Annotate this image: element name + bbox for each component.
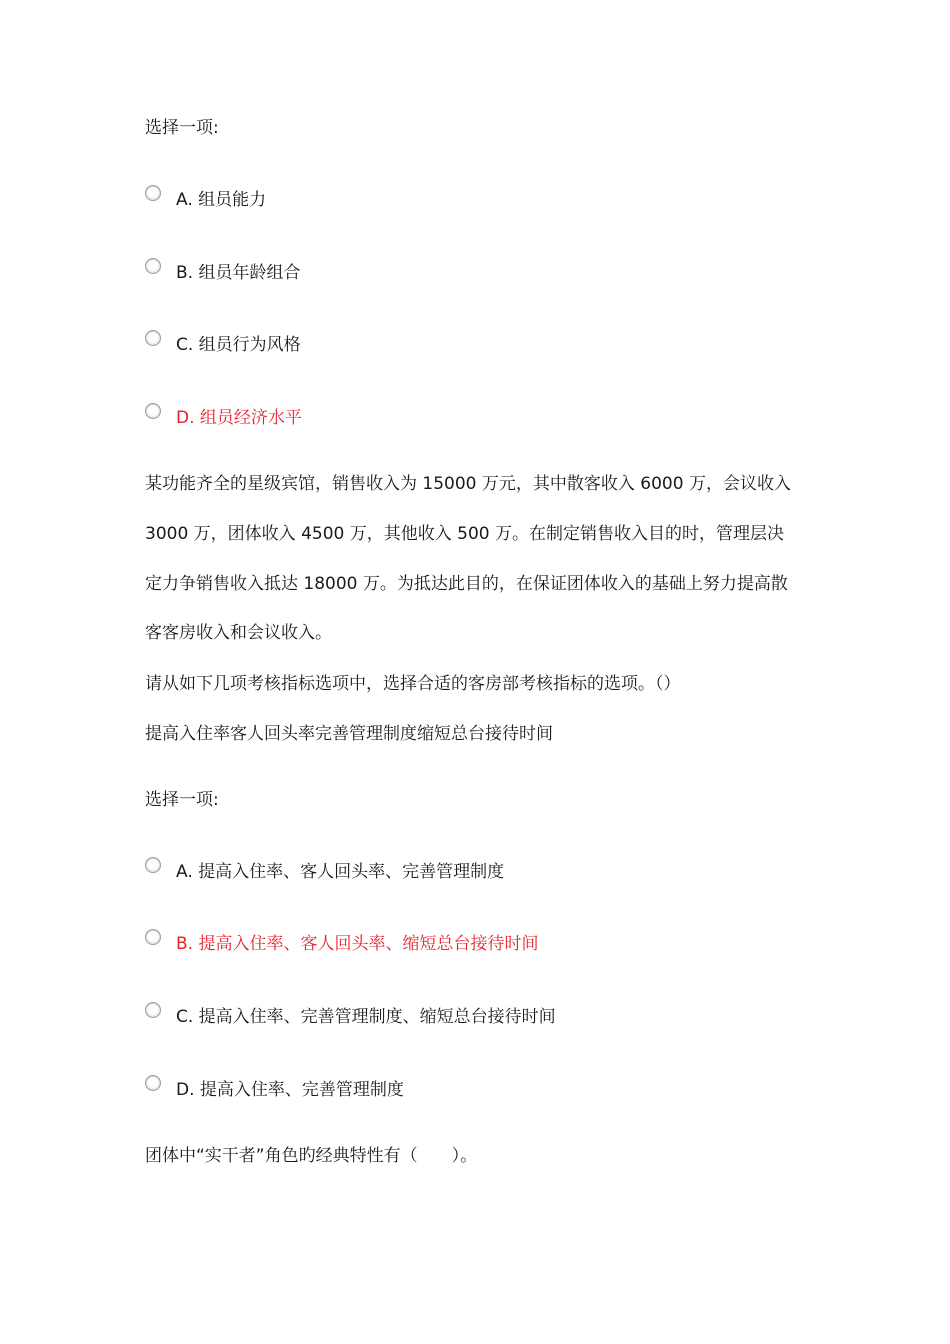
- q1-option-a-label: A. 组员能力: [176, 190, 267, 210]
- radio-button-icon[interactable]: [145, 403, 161, 419]
- q2-indicators: 提高入住率客人回头率完善管理制度缩短总台接待时间: [145, 724, 553, 744]
- q1-option-c-label: C. 组员行为风格: [176, 335, 301, 355]
- radio-button-icon[interactable]: [145, 1075, 161, 1091]
- radio-button-icon[interactable]: [145, 330, 161, 346]
- q2-option-a-label: A. 提高入住率、客人回头率、完善管理制度: [176, 862, 505, 882]
- q1-option-b-label: B. 组员年龄组合: [176, 263, 301, 283]
- q2-option-b-label: B. 提高入住率、客人回头率、缩短总台接待时间: [176, 934, 539, 954]
- q2-option-c-label: C. 提高入住率、完善管理制度、缩短总台接待时间: [176, 1007, 556, 1027]
- radio-button-icon[interactable]: [145, 258, 161, 274]
- radio-button-icon[interactable]: [145, 185, 161, 201]
- radio-button-icon[interactable]: [145, 1002, 161, 1018]
- q2-paragraph-line-3: 定力争销售收入抵达 18000 万。为抵达此目的，在保证团体收入的基础上努力提高散: [145, 574, 788, 594]
- q2-paragraph-line-1: 某功能齐全的星级宾馆，销售收入为 15000 万元，其中散客收入 6000 万，会议收入: [145, 474, 791, 494]
- q2-prompt: 选择一项:: [145, 790, 219, 810]
- radio-button-icon[interactable]: [145, 929, 161, 945]
- q2-option-d-label: D. 提高入住率、完善管理制度: [176, 1080, 404, 1100]
- radio-button-icon[interactable]: [145, 857, 161, 873]
- q3-question: 团体中“实干者”角色旳经典特性有（ ）。: [145, 1146, 478, 1166]
- q2-paragraph-line-4: 客客房收入和会议收入。: [145, 623, 332, 643]
- q1-prompt: 选择一项:: [145, 118, 219, 138]
- q2-question: 请从如下几项考核指标选项中，选择合适的客房部考核指标的选项。（）: [145, 674, 681, 694]
- q1-option-d-label: D. 组员经济水平: [176, 408, 302, 428]
- q2-paragraph-line-2: 3000 万，团体收入 4500 万，其他收入 500 万。在制定销售收入目的时，管理层决: [145, 524, 784, 544]
